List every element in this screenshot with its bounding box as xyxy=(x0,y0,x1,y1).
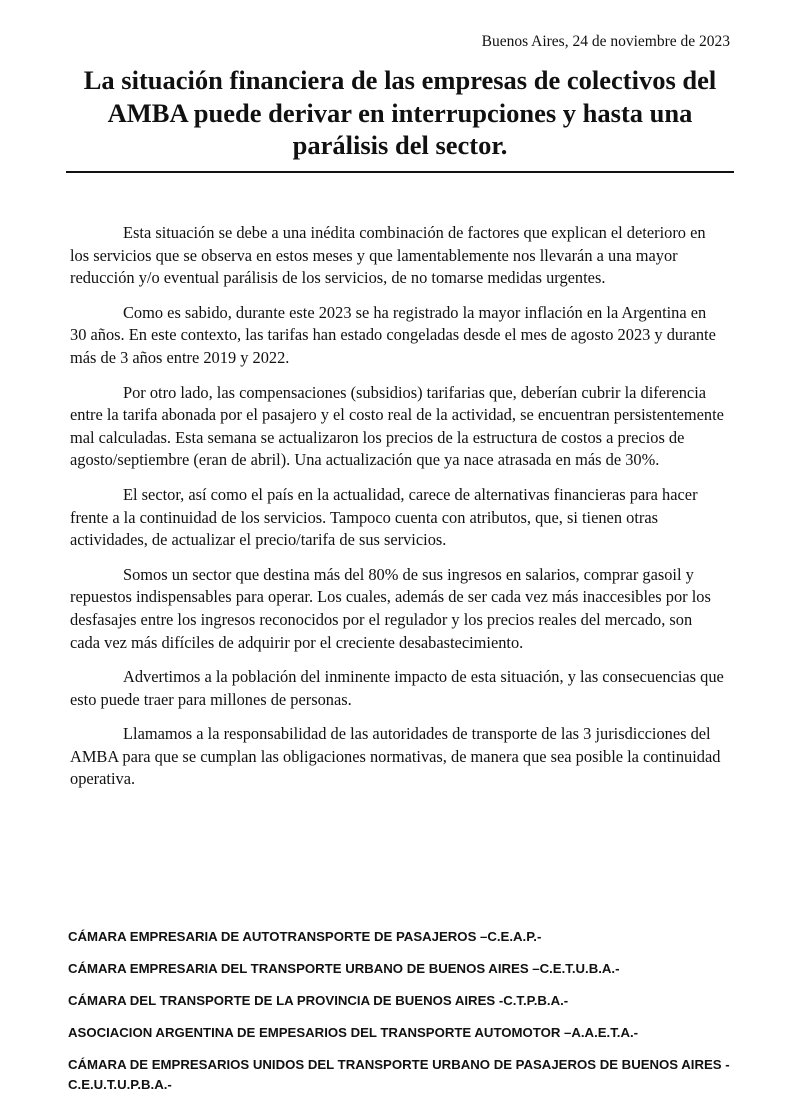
document-body xyxy=(70,222,724,803)
paragraph-3: Por otro lado, las compensaciones (subsidios) tarifarias que, deberían cubrir la diferencia entre la tarifa abonada por el pasajero y el costo real de la actividad, se encuentran persistentemente mal calculadas. Esta semana se actualizaron los precios de la estructura de costos a precios de agosto/septiembre (eran de abril). Una actualización que ya nace atrasada en más de 30%. xyxy=(70,382,724,470)
signatories-list xyxy=(68,927,736,1107)
paragraph-4: El sector, así como el país en la actualidad, carece de alternativas financieras para hacer frente a la continuidad de los servicios. Tampoco cuenta con atributos, que, si tienen otras actividades, de actualizar el precio/tarifa de sus servicios. xyxy=(70,484,698,550)
signatory-ctpba: CÁMARA DEL TRANSPORTE DE LA PROVINCIA DE BUENOS AIRES -C.T.P.B.A.- xyxy=(68,993,569,1008)
signatory-cetuba: CÁMARA EMPRESARIA DEL TRANSPORTE URBANO DE BUENOS AIRES –C.E.T.U.B.A.- xyxy=(68,961,620,976)
dateline: Buenos Aires, 24 de noviembre de 2023 xyxy=(481,33,730,50)
paragraph-1: Esta situación se debe a una inédita combinación de factores que explican el deterioro en los servicios que se observa en estos meses y que lamentablemente nos llevarán a una mayor reducción y/o eventual parálisis de los servicios, de no tomarse medidas urgentes. xyxy=(70,223,706,288)
paragraph-5: Somos un sector que destina más del 80% de sus ingresos en salarios, comprar gasoil y repuestos indispensables para operar. Los cuales, además de ser cada vez más inaccesibles por los desfasajes entre los ingresos reconocidos por el regulador y los precios reales del mercado, son cada vez más difíciles de adquirir por el creciente desabastecimiento. xyxy=(70,564,711,652)
paragraph-6: Advertimos a la población del inminente impacto de esta situación, y las consecuencias que esto puede traer para millones de personas. xyxy=(70,667,724,709)
paragraph-2: Como es sabido, durante este 2023 se ha registrado la mayor inflación en la Argentina en 30 años. En este contexto, las tarifas han estado congeladas desde el mes de agosto 2023 y durante más de 3 años entre 2019 y 2022. xyxy=(70,302,716,367)
title-underline-divider xyxy=(66,171,734,173)
signatory-aaeta: ASOCIACION ARGENTINA DE EMPESARIOS DEL TRANSPORTE AUTOMOTOR –A.A.E.T.A.- xyxy=(68,1025,639,1040)
document-title: La situación financiera de las empresas de colectivos del AMBA puede derivar en interrupciones y hasta una parálisis del sector. xyxy=(83,65,717,160)
signatory-ceutupba: CÁMARA DE EMPRESARIOS UNIDOS DEL TRANSPORTE URBANO DE PASAJEROS DE BUENOS AIRES -C.E.U.T.U.P.B.A.- xyxy=(68,1057,730,1092)
paragraph-7: Llamamos a la responsabilidad de las autoridades de transporte de las 3 jurisdicciones del AMBA para que se cumplan las obligaciones normativas, de manera que sea posible la continuidad operativa. xyxy=(70,724,721,789)
signatory-ceap: CÁMARA EMPRESARIA DE AUTOTRANSPORTE DE PASAJEROS –C.E.A.P.- xyxy=(68,929,542,944)
